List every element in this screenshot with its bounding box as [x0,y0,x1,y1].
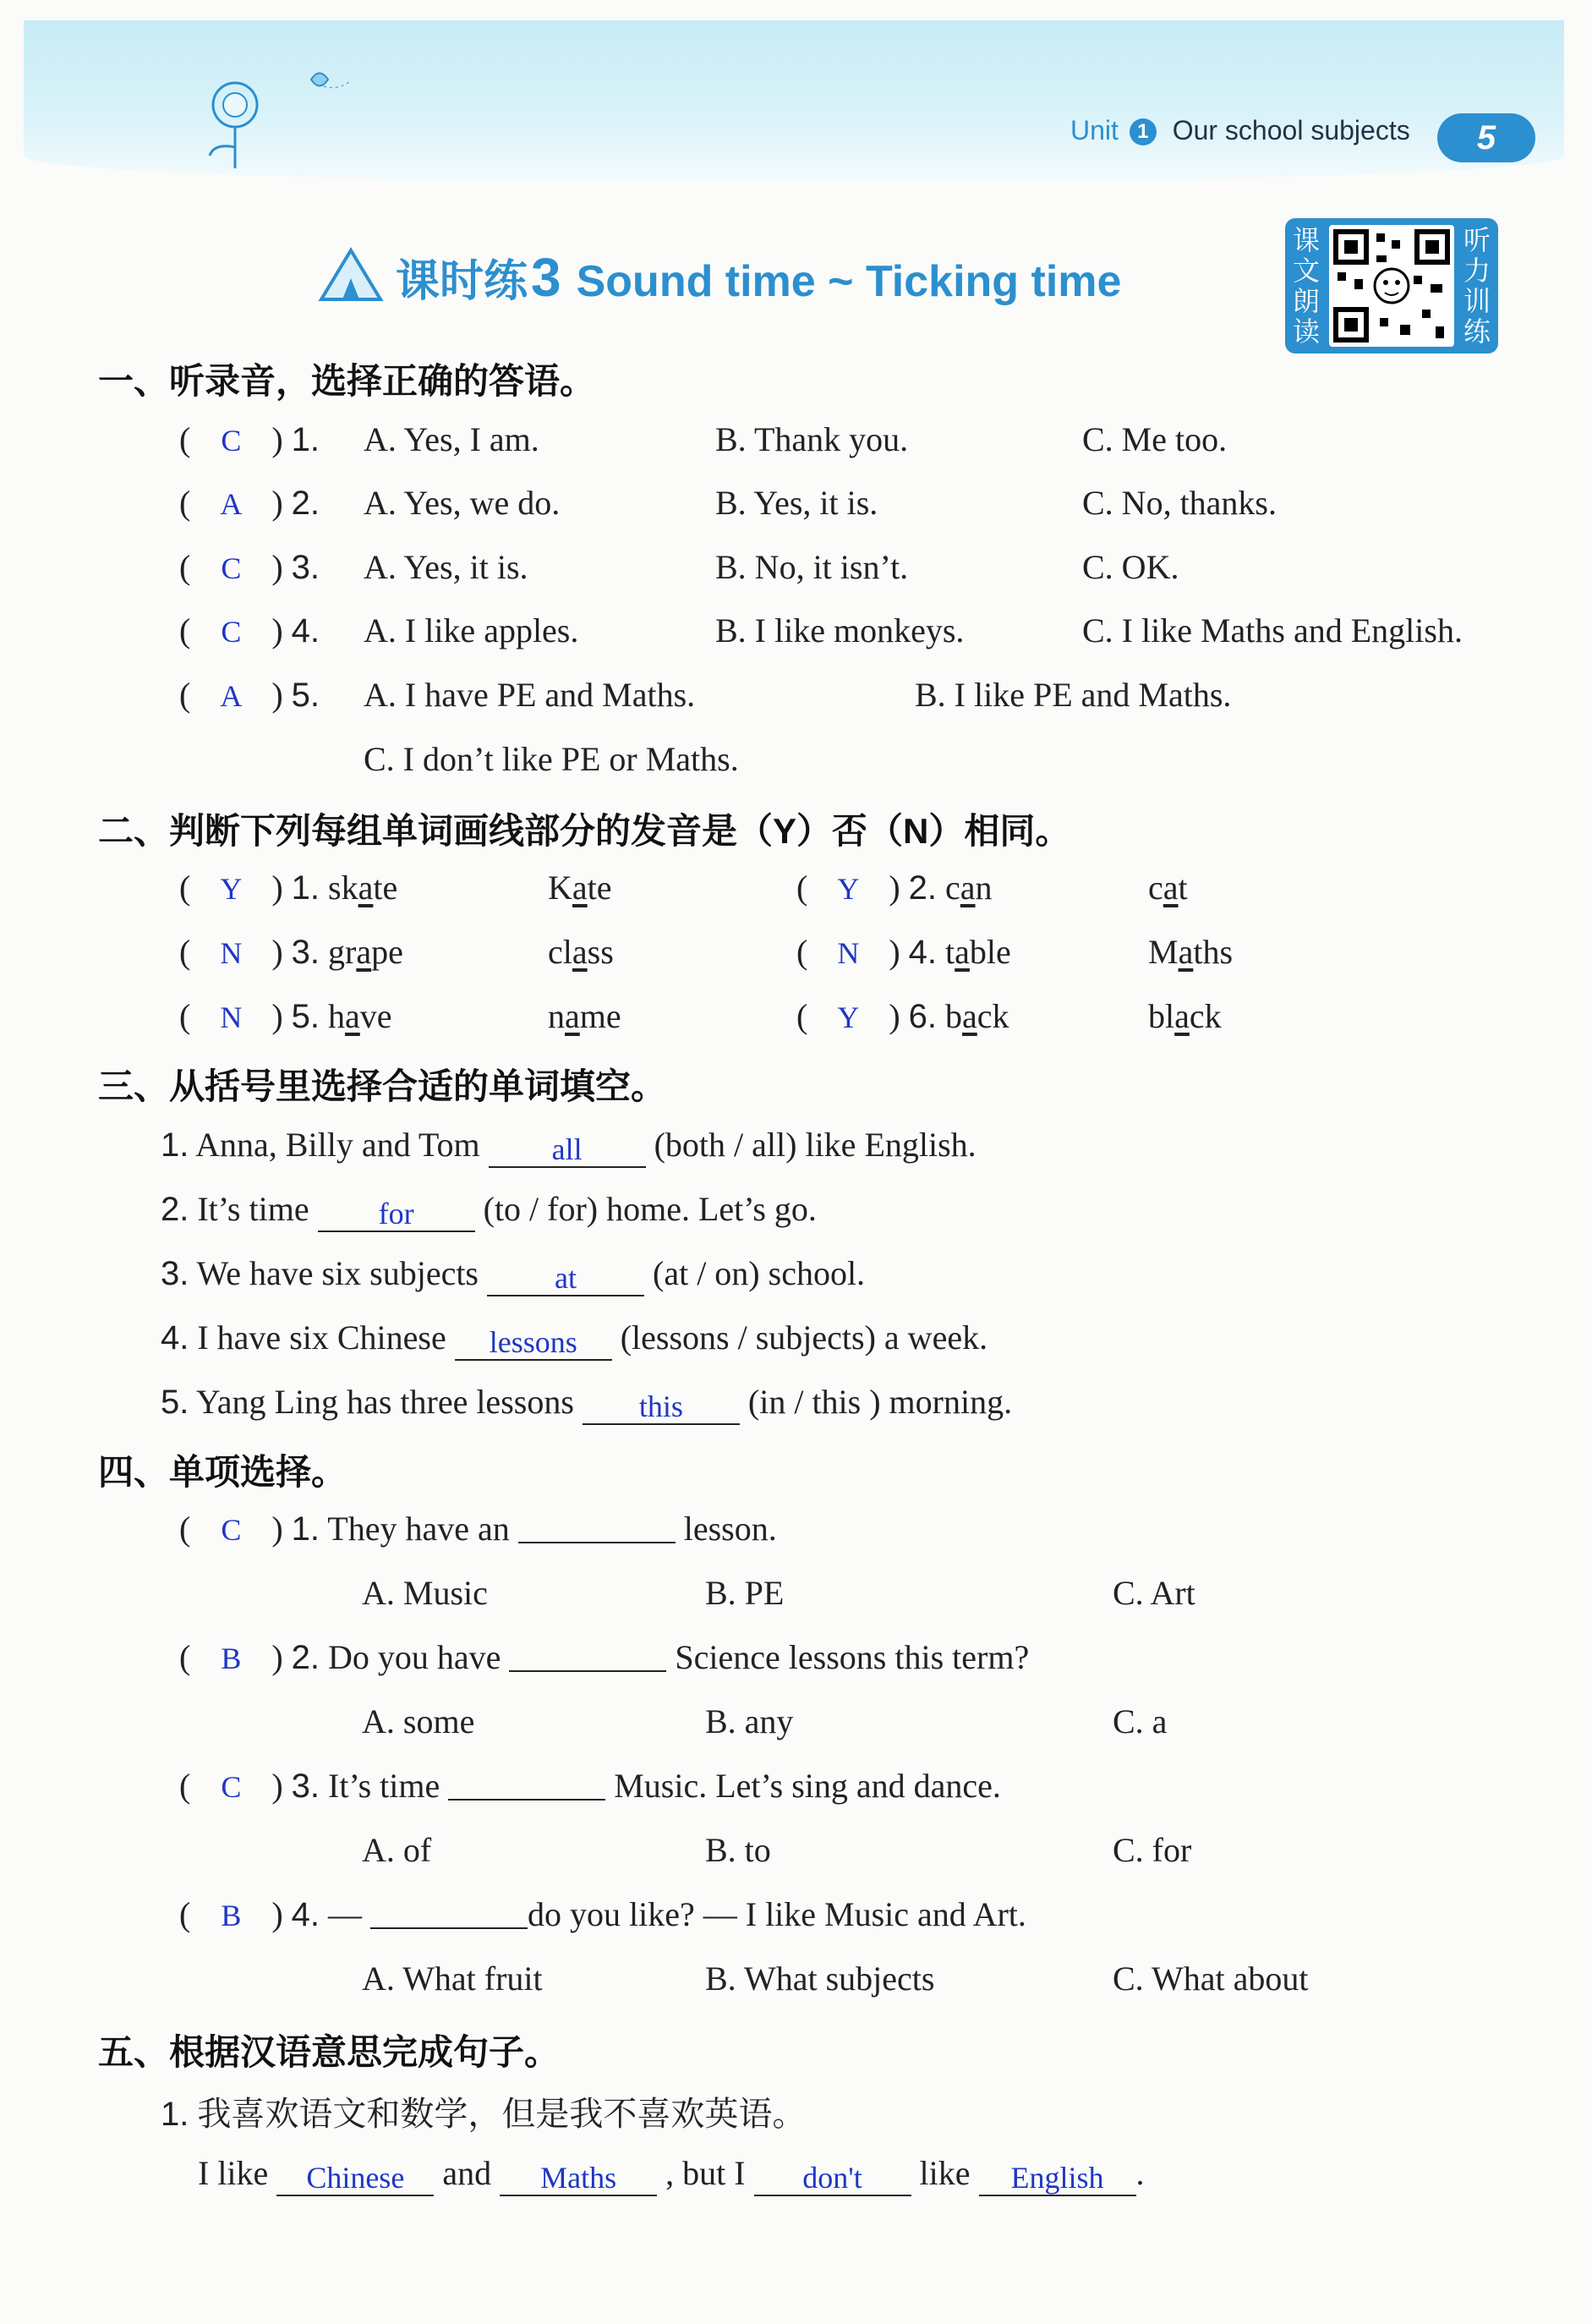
translation-prompt: 1. 我喜欢语文和数学，但是我不喜欢英语。 [161,2096,807,2133]
translation-answer: I like Chinese and Maths , but I don't like English . [198,2154,1145,2195]
fill-blank: all [489,1132,646,1168]
option-b: B. Thank you. [715,420,909,458]
section2-title: 二、判断下列每组单词画线部分的发音是（Y）否（N）相同。 [98,811,1071,851]
list-item: ( C ) 1. [179,420,320,458]
option-c: C. Me too. [1082,420,1228,458]
list-item: 4. I have six Chinese lessons (lessons / subjects) a week. [161,1318,988,1359]
list-item: ( N ) 4. table Maths [796,933,1234,971]
option-c: C. What about [1113,1960,1309,1998]
option-a: A. I like apples. [364,611,579,650]
answer-mark: A [220,679,243,713]
answer-mark: Y [837,1000,860,1034]
fill-blank: Chinese [276,2161,434,2196]
tent-icon [313,240,389,308]
fill-blank: at [487,1261,644,1296]
list-item: 1. Anna, Billy and Tom all (both / all) like English. [161,1126,977,1166]
option-c: C. I like Maths and English. [1082,611,1463,650]
list-item: 2. It’s time for (to / for) home. Let’s go. [161,1190,817,1231]
option-a: A. What fruit [362,1960,543,1998]
option-b: B. I like monkeys. [715,611,965,650]
lesson-cn: 课时练 [396,257,528,306]
qr-left-label: 课 文 朗 读 [1292,225,1320,347]
option-a: A. some [362,1702,475,1740]
option-a: A. of [362,1831,432,1869]
option-c: C. a [1113,1702,1168,1740]
option-b: B. What subjects [705,1960,935,1998]
answer-mark: N [220,936,243,970]
qr-code-icon[interactable] [1329,225,1454,347]
fill-blank: this [583,1389,740,1425]
fill-blank: don't [754,2161,911,2196]
list-item: ( B ) 4. — do you like? — I like Music and Art. [179,1895,1026,1933]
option-a: A. Yes, we do. [364,484,561,522]
section4-title: 四、单项选择。 [98,1452,347,1492]
list-item: 5. Yang Ling has three lessons this (in / this ) morning. [161,1383,1013,1423]
unit-label [1070,115,1410,146]
answer-mark: B [221,1642,242,1675]
list-item: ( A ) 5. [179,676,320,714]
answer-mark: C [221,424,242,458]
option-a: A. Yes, it is. [364,548,528,586]
answer-mark: C [221,615,242,649]
option-c: C. Art [1113,1574,1195,1612]
qr-code-panel[interactable] [1285,218,1498,354]
lesson-en: Sound time ~ Ticking time [576,257,1122,306]
list-item: ( A ) 2. [179,484,320,522]
option-b: B. any [705,1702,794,1740]
list-item: ( N ) 5. have name [179,997,621,1035]
option-c: C. I don’t like PE or Maths. [364,740,739,778]
fill-blank: Maths [500,2161,657,2196]
option-b: B. PE [705,1574,785,1612]
section3-title: 三、从括号里选择合适的单词填空。 [98,1066,667,1106]
answer-mark: A [220,487,243,521]
option-b: B. I like PE and Maths. [915,676,1232,714]
list-item: ( Y ) 1. skate Kate [179,869,612,907]
option-c: C. for [1113,1831,1192,1869]
flower-butterfly-decoration-icon [184,63,379,173]
lesson-title [396,245,1121,309]
answer-mark: C [221,551,242,585]
answer-mark: N [837,936,860,970]
unit-number-badge: 1 [1130,118,1157,145]
list-item: ( C ) 3. It’s time Music. Let’s sing and dance. [179,1767,1001,1805]
section1-title: 一、听录音，选择正确的答语。 [98,361,596,401]
option-c: C. No, thanks. [1082,484,1277,522]
unit-word: Unit [1070,115,1119,145]
section5-title: 五、根据汉语意思完成句子。 [98,2032,561,2072]
page-number-badge: 5 [1437,113,1535,162]
option-a: A. I have PE and Maths. [364,676,696,714]
list-item: 3. We have six subjects at (at / on) school. [161,1254,866,1295]
list-item: ( C ) 3. [179,548,320,586]
unit-title: Our school subjects [1172,115,1410,145]
option-c: C. OK. [1082,548,1179,586]
answer-mark: C [221,1513,242,1547]
answer-mark: B [221,1899,242,1932]
option-b: B. to [705,1831,771,1869]
list-item: ( Y ) 2. can cat [796,869,1188,907]
option-b: B. No, it isn’t. [715,548,909,586]
list-item: ( C ) 4. [179,611,320,650]
list-item: ( N ) 3. grape class [179,933,614,971]
option-a: A. Yes, I am. [364,420,539,458]
fill-blank: lessons [455,1325,612,1361]
list-item: ( C ) 1. They have an lesson. [179,1510,777,1548]
list-item: ( B ) 2. Do you have Science lessons this term? [179,1638,1030,1676]
header-banner [24,20,1564,181]
answer-mark: Y [837,872,860,906]
answer-mark: Y [220,872,243,906]
qr-right-label: 听 力 训 练 [1463,225,1491,347]
lesson-number: 3 [531,247,561,308]
answer-mark: N [220,1000,243,1034]
option-a: A. Music [362,1574,488,1612]
option-b: B. Yes, it is. [715,484,878,522]
list-item: ( Y ) 6. back black [796,997,1222,1035]
fill-blank: English [979,2161,1136,2196]
fill-blank: for [318,1197,475,1232]
answer-mark: C [221,1770,242,1804]
